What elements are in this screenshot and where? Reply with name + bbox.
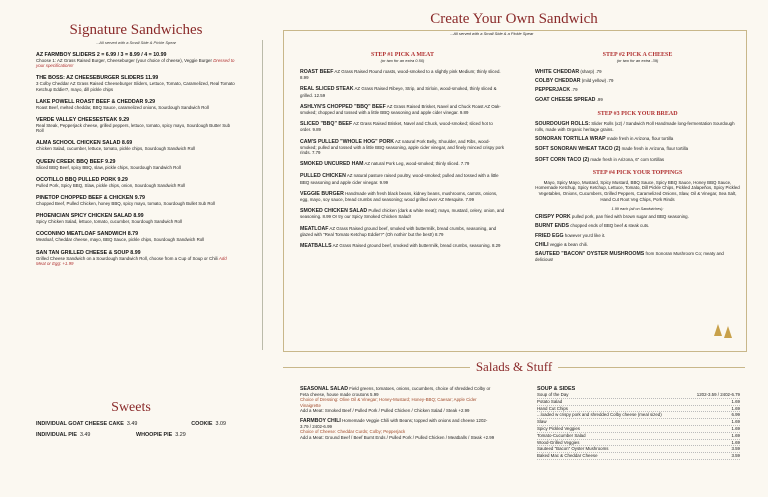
sweet-price: 3.09 bbox=[215, 421, 226, 427]
menu-item-desc bbox=[36, 81, 236, 91]
menu-item-desc: veggie & bean chili. bbox=[549, 241, 588, 247]
soup-name: Hand Cut Chips bbox=[537, 405, 568, 411]
tree-decoration-icon bbox=[724, 326, 732, 338]
menu-item-title: CRISPY PORK bbox=[535, 214, 571, 221]
menu-item-title: SAN TAN GRILLED CHEESE & SOUP 8.99 bbox=[36, 249, 141, 256]
menu-item bbox=[535, 78, 740, 84]
sweet-name: WHOOPIE PIE bbox=[136, 432, 173, 438]
soup-rows bbox=[537, 392, 740, 460]
soup-sides-title: SOUP & SIDES bbox=[537, 386, 576, 392]
menu-item-title: ASHLYN'S CHOPPED "BBQ" BEEF bbox=[300, 103, 386, 110]
menu-item-desc: Handmade with fresh black beans, kidney beans, mushrooms, carrots, onions, egg, mayo, soy sauce, bread crumbs and seasoning; wood grilled over AZ Mesquite. 7.99 bbox=[300, 190, 498, 203]
menu-item bbox=[300, 121, 505, 132]
menu-item-desc: (mild yellow) .79 bbox=[581, 78, 614, 84]
menu-item-desc: made fresh in Arizona, flour tortilla bbox=[621, 146, 689, 152]
salad-desc: Field greens, tomatoes, onions, cucumbers, choice of shredded Colby or Feta cheese, house made croutons 5.99 bbox=[300, 386, 491, 398]
menu-item-desc: .79 bbox=[571, 87, 578, 93]
soup-row bbox=[537, 419, 740, 426]
menu-item-title: CHILI bbox=[535, 241, 549, 248]
menu-item-title: VEGGIE BURGER bbox=[300, 190, 344, 197]
menu-item-desc-text: Real Steak, Pepperjack cheese, grilled peppers, lettuce, tomato, spicy mayo, Sourdough Butter Sub Roll bbox=[36, 123, 231, 134]
menu-item bbox=[300, 139, 505, 156]
menu-item bbox=[535, 87, 740, 93]
menu-item-desc: (sharp) .79 bbox=[580, 69, 602, 74]
sweet-name: INDIVIDUAL PIE bbox=[36, 432, 77, 438]
menu-item-title: PULLED CHICKEN bbox=[300, 173, 346, 180]
menu-item-desc: AZ Grass Raised Brisket, Navel and Chuck Roast AZ Oak-smoked; chopped and tossed with a little BBQ seasoning and apple cider vinegar. 9.89 bbox=[300, 103, 501, 116]
create-own-subtitle: ...All served with a Small Side & a Pickle Spear bbox=[450, 31, 534, 36]
soup-price: 1.69 bbox=[731, 425, 740, 431]
sweet-price: 3.49 bbox=[126, 421, 138, 427]
menu-item-desc: AZ natural Pork Leg, wood-smoked; thinly sliced. 7.79 bbox=[364, 161, 470, 167]
soup-price: 3.59 bbox=[731, 446, 740, 452]
menu-item bbox=[36, 195, 236, 206]
soup-price: 1202-3.59 / 2402-6.79 bbox=[696, 392, 740, 397]
menu-item-title: OCOTILLO BBQ PULLED PORK 9.29 bbox=[36, 176, 128, 183]
soup-row bbox=[537, 446, 740, 453]
signature-sandwiches-section bbox=[36, 22, 236, 266]
signature-subtitle: ...All served with a Small Side & Pickle Spear bbox=[95, 40, 177, 45]
menu-item-title: VERDE VALLEY CHEESESTEAK 9.29 bbox=[36, 117, 130, 124]
create-own-title: Create Your Own Sandwich bbox=[424, 11, 603, 28]
menu-item-title: COLBY CHEDDAR bbox=[535, 78, 581, 85]
menu-item-title: SAUTEED "BACON" OYSTER MUSHROOMS bbox=[535, 251, 645, 258]
menu-item bbox=[36, 250, 236, 266]
soup-name: Slaw bbox=[537, 419, 547, 425]
menu-item bbox=[300, 69, 505, 80]
menu-item-title: WHITE CHEDDAR bbox=[535, 69, 580, 75]
menu-item-title: ALMA SCHOOL CHICKEN SALAD 8.69 bbox=[36, 140, 133, 147]
menu-item-desc bbox=[36, 256, 236, 266]
soup-name: Potato Salad bbox=[537, 398, 563, 404]
menu-item-desc bbox=[36, 237, 236, 242]
menu-item-desc-text: Choose 1: AZ Grass Raised Burger, Cheeseburger (your choice of cheese), Veggie Burger bbox=[36, 58, 212, 63]
menu-item bbox=[300, 173, 505, 184]
menu-item-title: COCONINO MEATLOAF SANDWICH 8.79 bbox=[36, 231, 139, 238]
salad-item bbox=[300, 418, 495, 440]
menu-item-desc-text: Meatloaf, Cheddar cheese, mayo, BBQ Sauce, pickle chips, Sourdough Sandwich Roll bbox=[36, 237, 205, 243]
menu-item-title: PHOENICIAN SPICY CHICKEN SALAD 8.99 bbox=[36, 213, 144, 220]
soup-name: Soup of the Day bbox=[537, 392, 569, 397]
menu-item-title: GOAT CHEESE SPREAD bbox=[535, 96, 596, 103]
salad-title: FARMBOY CHILI bbox=[300, 418, 341, 425]
menu-item-desc-text: Chopped Beef, Pulled Chicken, honey BBQ, spicy mayo, tomato, Sourdough Bullet Sub Roll bbox=[36, 201, 215, 207]
signature-title: Signature Sandwiches bbox=[69, 22, 203, 38]
sweet-name: INDIVIDUAL GOAT CHEESE CAKE bbox=[36, 421, 124, 427]
menu-item-desc bbox=[36, 219, 236, 224]
salad-item bbox=[300, 386, 495, 413]
salad-choice: Choice of Cheese: Cheddar Curds; Colby; Pepperjack bbox=[300, 429, 406, 435]
menu-item-desc-text: Pulled Pork, Spicy BBQ, Slaw, pickle chips, onion, Sourdough Sandwich Roll bbox=[36, 182, 186, 188]
soup-name: ...loaded w crispy pork and shredded Colby cheese (meal sized) bbox=[537, 412, 662, 418]
steps-2-4-column bbox=[535, 52, 740, 262]
menu-item bbox=[36, 117, 236, 133]
menu-item-desc: Slider Rolls (x2) / Sandwich Roll Handmade long-fermentation Sourdough rolls, made with Organic heritage grains. bbox=[535, 120, 735, 133]
menu-item bbox=[300, 191, 505, 202]
menu-item bbox=[535, 121, 740, 132]
menu-item-note: Add Meat or Egg: +1.99 bbox=[36, 255, 227, 266]
soup-name: Wood-Grilled Veggies bbox=[537, 439, 580, 445]
menu-item bbox=[36, 159, 236, 170]
step1-title: STEP #1 PICK A MEAT bbox=[371, 52, 434, 58]
soup-row bbox=[537, 433, 740, 440]
menu-item bbox=[535, 223, 740, 229]
menu-item bbox=[36, 75, 236, 91]
soup-price: 1.69 bbox=[731, 405, 740, 411]
menu-item-desc-text: Spicy Chicken Salad, lettuce, tomato, cucumber, Sourdough Sandwich Roll bbox=[36, 219, 182, 225]
menu-item bbox=[300, 208, 505, 219]
menu-item bbox=[535, 242, 740, 248]
menu-item-desc bbox=[36, 146, 236, 151]
step4-title: STEP #4 PICK YOUR TOPPINGS bbox=[592, 169, 683, 176]
divider bbox=[262, 40, 263, 350]
menu-item-desc: .99 bbox=[596, 96, 603, 102]
menu-item-title: REAL SLICED STEAK bbox=[300, 86, 354, 93]
soup-price: 1.69 bbox=[731, 439, 740, 445]
menu-item-desc bbox=[36, 105, 236, 110]
menu-item-title: SMOKED CHICKEN SALAD bbox=[300, 208, 368, 215]
bread-items bbox=[535, 121, 740, 163]
menu-item-desc: AZ Grass Raised ground beef, smoked with buttermilk, bread crumbs, seasoning, and glazed with "Real Tomato Ketchup Eddie!?" (Oh nothin' but the best!) 8.79 bbox=[300, 225, 497, 237]
menu-item bbox=[535, 214, 740, 220]
meat-items bbox=[300, 69, 505, 249]
sweet-price: 3.49 bbox=[79, 432, 91, 438]
menu-item bbox=[36, 140, 236, 151]
tree-decoration-icon bbox=[714, 324, 722, 336]
sweet-price: 3.29 bbox=[175, 432, 186, 438]
sweets-title: Sweets bbox=[111, 400, 151, 415]
salad-choice: Choice of Dressing: Olive Oil & Vinegar; Honey-Mustard; Honey-BBQ; Caesar; Apple Cider Vinaigrette bbox=[300, 397, 477, 408]
menu-item-note: Dressed to your specifications! bbox=[36, 58, 235, 69]
step1-column bbox=[300, 52, 505, 249]
salads-title: Salads & Stuff bbox=[470, 359, 558, 375]
soup-row bbox=[537, 412, 740, 419]
soup-row bbox=[537, 399, 740, 406]
menu-item-desc: AZ natural Pork Belly, Shoulder, and Ribs, wood-smoked; pulled and tossed with a little BBQ seasoning, apple cider vinegar, and finely minced crispy pork rinds. 7.79 bbox=[300, 138, 505, 156]
menu-item-title: QUEEN CREEK BBQ BEEF 9.29 bbox=[36, 158, 116, 165]
menu-item-desc-text: Sliced BBQ Beef, spicy BBQ, slaw, pickle chips, Sourdough Sandwich Roll bbox=[36, 164, 181, 170]
menu-item bbox=[36, 231, 236, 242]
menu-item-desc bbox=[36, 165, 236, 170]
menu-item-title: FRIED EGG bbox=[535, 232, 564, 239]
salad-title: SEASONAL SALAD bbox=[300, 386, 349, 392]
menu-item-title: CAM'S PULLED "WHOLE HOG" PORK bbox=[300, 138, 395, 145]
soup-row bbox=[537, 453, 740, 460]
menu-item-title: SLICED "BBQ" BEEF bbox=[300, 121, 353, 128]
sweets-section bbox=[36, 400, 226, 438]
salads-header bbox=[283, 358, 745, 376]
menu-item-title: SOFT SONORAN WHEAT TACO (2) bbox=[535, 146, 621, 153]
menu-item bbox=[535, 233, 740, 239]
menu-item-desc-text: Roast Beef, melted cheddar, BBQ Sauce, caramelized onions, Sourdough Sandwich Roll bbox=[36, 104, 209, 110]
menu-item-desc: chopped ends of BBQ beef & steak cuts. bbox=[570, 223, 650, 229]
salad-addmeat: Add a Meat: Smoked Beef / Pulled Pork / Pulled Chicken / Chicken Salad / Steak +2.99 bbox=[300, 407, 470, 413]
menu-item-desc: pulled pork, pan fried with brown sugar and BBQ seasoning. bbox=[571, 214, 689, 220]
menu-item-desc: AZ natural pasture raised poultry, wood-smoked; pulled and tossed with a little BBQ seasoning and apple cider vinegar. 9.99 bbox=[300, 173, 499, 185]
menu-item-title: AZ FARMBOY SLIDERS 2 = 6.99 / 3 = 8.99 / 4 = 10.99 bbox=[36, 52, 167, 58]
menu-item-desc: AZ Grass Raised ground beef, smoked with buttermilk, bread crumbs, seasoning. 8.29 bbox=[332, 243, 501, 249]
menu-item-title: SOFT CORN TACO (2) bbox=[535, 156, 590, 163]
menu-item-desc bbox=[36, 123, 236, 133]
menu-item-desc-text: Chicken Salad, cucumber, lettuce, tomato, pickle chips, Sourdough Sandwich Roll bbox=[36, 146, 196, 152]
menu-item-desc: made fresh in Arizona, 6" corn tortillas bbox=[590, 156, 665, 162]
menu-item-desc: AZ Grass Raised Round roasts, wood-smoked to a slightly pink Medium; thinly sliced. 8.99 bbox=[300, 69, 501, 81]
soup-price: 1.69 bbox=[731, 398, 740, 404]
menu-item-title: PEPPERJACK bbox=[535, 87, 571, 94]
menu-item bbox=[300, 226, 505, 237]
salad-addmeat: Add a Meat: Ground Beef / Beef Burnt Ends / Pulled Pork / Pulled Chicken / Meatballs / Steak +2.99 bbox=[300, 434, 495, 440]
menu-item bbox=[535, 146, 740, 152]
step1-subtitle: (or two for an extra 0.50) bbox=[380, 58, 425, 63]
menu-item bbox=[36, 99, 236, 110]
menu-item-desc bbox=[36, 58, 236, 68]
menu-item-title: SMOKED UNCURED HAM bbox=[300, 161, 364, 168]
menu-item bbox=[300, 243, 505, 249]
menu-item bbox=[36, 213, 236, 224]
soup-name: Sauteed "Bacon" Oyster Mushrooms bbox=[537, 446, 609, 452]
menu-item-desc: AZ Grass Raised Brisket, Navel and Chuck, wood-smoked; sliced hot to order. 9.89 bbox=[300, 121, 493, 133]
menu-item-desc: from Sonoran Mushroom Co; meaty and delicious! bbox=[535, 251, 724, 263]
menu-item bbox=[535, 69, 740, 75]
step2-title: STEP #2 PICK A CHEESE bbox=[602, 52, 673, 58]
menu-item-title: ROAST BEEF bbox=[300, 69, 334, 75]
extras-note: 1.99 each (all on Sandwiches): bbox=[611, 207, 664, 212]
soup-price: 1.69 bbox=[731, 419, 740, 425]
salad-desc: Homemade Veggie Chili with Beans; topped with onions and cheese 1202-3.79 / 2402-6.99 bbox=[300, 418, 488, 430]
menu-item bbox=[535, 136, 740, 142]
menu-item-desc-text: 3 Colby Cheddar AZ Grass Raised Cheeseburger Sliders, Lettuce, Tomato, Caramelized, Real Tomato Ketchup Eddie!?, mayo, dill pickle chips bbox=[36, 81, 235, 92]
soup-price: 1.69 bbox=[731, 432, 740, 438]
salad-items bbox=[300, 386, 495, 440]
menu-item bbox=[300, 161, 505, 167]
menu-item-desc: made fresh in Arizona, flour tortilla bbox=[606, 136, 674, 142]
soup-price: 6.99 bbox=[731, 412, 740, 418]
soup-name: Tomato-Cucumber Salad bbox=[537, 432, 586, 438]
step3-title: STEP #3 PICK YOUR BREAD bbox=[597, 110, 678, 117]
menu-item-title: MEATBALLS bbox=[300, 243, 332, 250]
menu-item-title: THE BOSS: AZ CHEESEBURGER SLIDERS 11.99 bbox=[36, 75, 159, 82]
soup-row bbox=[537, 426, 740, 433]
create-own-header bbox=[283, 10, 745, 28]
menu-item bbox=[535, 251, 740, 262]
menu-item-title: BURNT ENDS bbox=[535, 223, 570, 230]
cheese-items bbox=[535, 69, 740, 103]
soup-row bbox=[537, 440, 740, 447]
menu-item bbox=[535, 97, 740, 103]
soup-row bbox=[537, 406, 740, 413]
soup-sides-section bbox=[537, 386, 740, 460]
soup-price: 3.59 bbox=[731, 453, 740, 459]
menu-item bbox=[36, 52, 236, 68]
menu-item-desc: Pulled chicken (dark & white meat); mayo, mustard, celery, onion, and seasoning. 8.99 Or try our Spicy Smoked Chicken Salad! bbox=[300, 208, 505, 220]
menu-item bbox=[535, 157, 740, 163]
menu-item bbox=[300, 104, 505, 115]
sweet-name: COOKIE bbox=[191, 421, 213, 427]
signature-items bbox=[36, 52, 236, 266]
menu-item-title: LAKE POWELL ROAST BEEF & CHEDDAR 9.29 bbox=[36, 98, 156, 105]
step2-subtitle: (or two for an extra .39) bbox=[616, 58, 659, 63]
menu-item-title: MEATLOAF bbox=[300, 225, 329, 232]
toppings-list: Mayo, Spicy Mayo, Mustard, Spicy Mustard, BBQ Sauce, Spicy BBQ Sauce, Honey BBQ Sauce, Homemade Ketchup, Spicy Ketchup, Lettuce, Tomato, Dill Pickle Chips, Pickled Jalapeños, Spicy Pickled Vegetables, Onions, Cucumbers, Grilled Peppers, Caramelized Onions, Slaw, Oil & Vinegar, Sea Salt, Hand Cut Root Veg Chips, Pork Rinds bbox=[535, 179, 740, 202]
menu-item bbox=[300, 86, 505, 97]
soup-name: Baked Mac & Cheddar Cheese bbox=[537, 453, 598, 459]
menu-item-desc bbox=[36, 201, 236, 206]
salads-column bbox=[300, 386, 495, 445]
menu-item-title: SOURDOUGH ROLLS: bbox=[535, 120, 591, 127]
soup-name: Spicy Pickled Veggies bbox=[537, 425, 580, 431]
extra-items bbox=[535, 214, 740, 262]
menu-item-desc: AZ Grass Raised Ribeye, Strip, and Sirloin, wood-smoked, thinly sliced & grilled. 12.59 bbox=[300, 86, 497, 98]
menu-item-desc-text: Grilled Cheese Sandwich on a Sourdough Sandwich Roll, choose from a Cup of Soup or Chili bbox=[36, 255, 218, 261]
menu-item-desc bbox=[36, 183, 236, 188]
menu-item-desc: however you'd like it. bbox=[564, 232, 606, 238]
sweets-row bbox=[36, 421, 226, 427]
menu-item-title: PINETOP CHOPPED BEEF & CHICKEN 9.79 bbox=[36, 195, 146, 202]
sweets-row bbox=[36, 432, 226, 438]
soup-row bbox=[537, 392, 740, 399]
menu-item-title: SONORAN TORTILLA WRAP bbox=[535, 136, 606, 143]
menu-item bbox=[36, 177, 236, 188]
